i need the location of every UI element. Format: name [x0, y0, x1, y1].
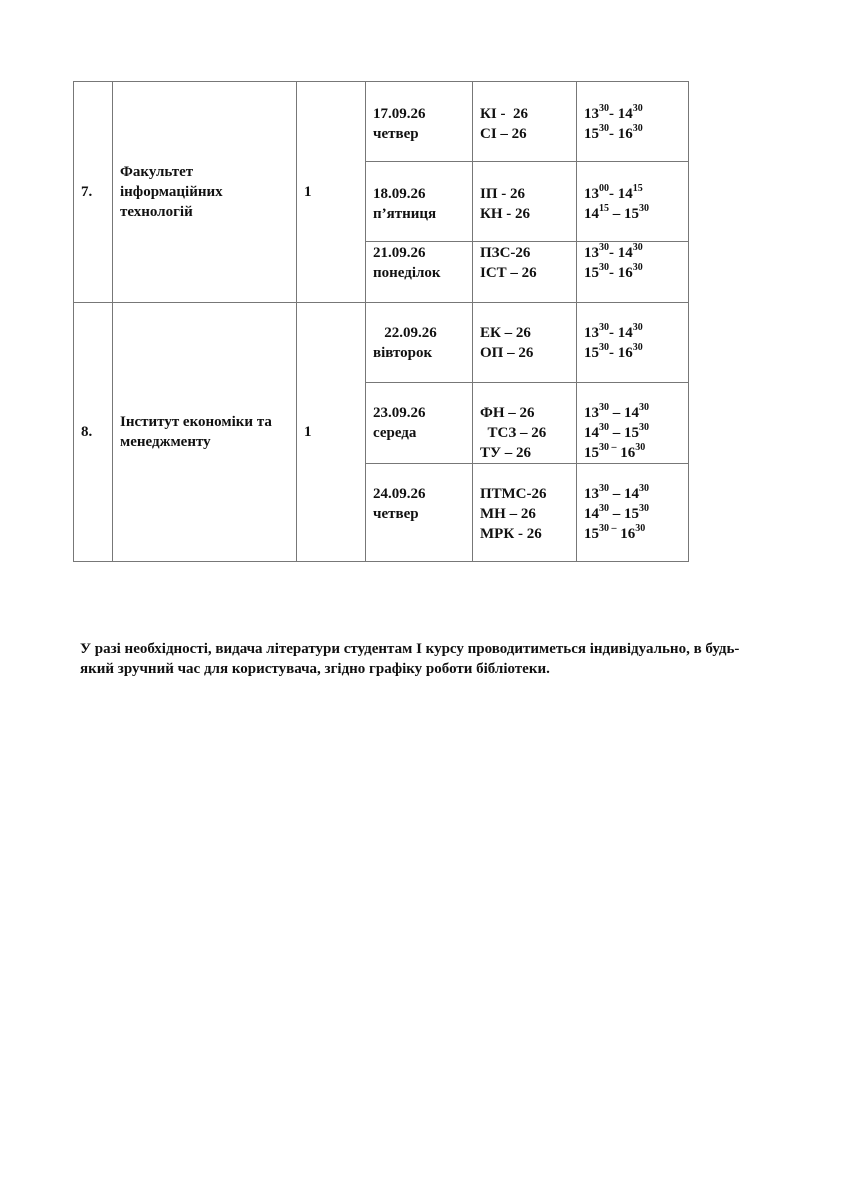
times-cell	[577, 383, 689, 464]
time-separator: -	[609, 265, 618, 281]
time-range	[584, 243, 688, 263]
time-minutes: 30	[632, 123, 643, 134]
time-minutes: 30 –	[599, 442, 617, 453]
date-text: 23.09.26	[373, 405, 426, 421]
time-hours: 14	[584, 425, 599, 441]
groups-cell	[473, 303, 577, 383]
time-hours: 16	[617, 126, 633, 142]
group-code: МН – 26	[480, 506, 536, 522]
time-hours: 15	[624, 425, 639, 441]
weekday-text: середа	[373, 425, 417, 441]
time-minutes: 30	[635, 442, 646, 453]
time-range	[584, 484, 688, 504]
time-hours: 13	[584, 186, 599, 202]
faculty-name-line: менеджменту	[120, 434, 211, 450]
row-number: 7.	[74, 82, 113, 303]
time-minutes: 30	[639, 402, 649, 413]
time-range	[584, 403, 688, 423]
time-minutes: 30	[632, 103, 643, 114]
group-code: МРК - 26	[480, 526, 542, 542]
faculty-name-line: інформаційних	[120, 184, 223, 200]
time-hours: 15	[584, 445, 599, 461]
time-minutes: 30	[599, 503, 609, 514]
times-cell	[577, 303, 689, 383]
time-minutes: 30	[632, 322, 643, 333]
time-hours: 14	[624, 486, 639, 502]
time-separator: -	[609, 325, 618, 341]
schedule-row	[74, 82, 689, 162]
time-minutes: 15	[599, 203, 609, 214]
time-minutes: 30	[599, 342, 609, 353]
time-range	[584, 184, 688, 204]
weekday-text: понеділок	[373, 265, 441, 281]
weekday-text: п’ятниця	[373, 206, 437, 222]
time-hours: 14	[584, 206, 599, 222]
date-text: 17.09.26	[373, 106, 426, 122]
time-range	[584, 504, 688, 524]
time-hours: 15	[624, 206, 639, 222]
group-code: СІ – 26	[480, 126, 527, 142]
time-minutes: 00	[599, 183, 609, 194]
time-minutes: 30	[639, 503, 649, 514]
time-hours: 16	[617, 265, 633, 281]
weekday-text: четвер	[373, 506, 419, 522]
time-minutes: 30	[599, 262, 609, 273]
date-cell	[366, 303, 473, 383]
group-code: КН - 26	[480, 206, 531, 222]
time-hours: 13	[584, 486, 599, 502]
time-range	[584, 443, 688, 463]
times-cell	[577, 464, 689, 562]
row-number: 8.	[74, 303, 113, 562]
time-minutes: 30	[599, 483, 609, 494]
times-cell	[577, 242, 689, 303]
weekday-text: вівторок	[373, 345, 433, 361]
date-text: 18.09.26	[373, 186, 426, 202]
group-code: ІП - 26	[480, 186, 525, 202]
time-hours: 13	[584, 245, 599, 261]
groups-cell	[473, 162, 577, 242]
time-hours: 15	[584, 126, 599, 142]
schedule-body	[74, 82, 689, 562]
time-hours: 16	[620, 445, 636, 461]
time-range	[584, 104, 688, 124]
time-range	[584, 263, 688, 283]
time-hours: 13	[584, 405, 599, 421]
groups-cell	[473, 242, 577, 303]
faculty-name-line: технологій	[120, 204, 193, 220]
groups-cell	[473, 383, 577, 464]
time-range	[584, 343, 688, 363]
date-cell	[366, 82, 473, 162]
time-minutes: 30	[632, 242, 643, 253]
times-cell	[577, 82, 689, 162]
time-minutes: 30	[599, 402, 609, 413]
group-code: КІ - 26	[480, 106, 528, 122]
group-code: ІСТ – 26	[480, 265, 537, 281]
time-separator: -	[609, 245, 618, 261]
time-minutes: 30	[639, 483, 649, 494]
faculty-name	[113, 82, 297, 303]
time-range	[584, 323, 688, 343]
time-separator: -	[609, 106, 618, 122]
time-minutes: 30	[599, 422, 609, 433]
faculty-name	[113, 303, 297, 562]
schedule-row	[74, 303, 689, 383]
time-minutes: 30	[639, 203, 649, 214]
time-separator: –	[609, 486, 624, 502]
time-separator: -	[609, 186, 618, 202]
groups-cell	[473, 82, 577, 162]
time-hours: 14	[617, 106, 633, 122]
date-cell	[366, 162, 473, 242]
date-text: 22.09.26	[373, 325, 437, 341]
time-hours: 14	[624, 405, 639, 421]
time-hours: 15	[584, 345, 599, 361]
time-hours: 15	[624, 506, 639, 522]
time-hours: 14	[617, 186, 633, 202]
group-code: ПЗС-26	[480, 245, 531, 261]
course-number: 1	[297, 82, 366, 303]
time-separator: -	[609, 345, 618, 361]
date-cell	[366, 464, 473, 562]
group-code: ЕК – 26	[480, 325, 531, 341]
date-text: 21.09.26	[373, 245, 426, 261]
group-code: ТУ – 26	[480, 445, 532, 461]
time-hours: 14	[617, 245, 633, 261]
time-hours: 15	[584, 526, 599, 542]
time-hours: 13	[584, 325, 599, 341]
time-hours: 14	[617, 325, 633, 341]
course-number: 1	[297, 303, 366, 562]
group-code: ФН – 26	[480, 405, 535, 421]
time-minutes: 30	[639, 422, 649, 433]
time-separator: -	[609, 126, 618, 142]
time-minutes: 30	[599, 242, 609, 253]
time-minutes: 30	[632, 262, 643, 273]
time-minutes: 30 –	[599, 523, 617, 534]
time-minutes: 30	[599, 322, 609, 333]
date-cell	[366, 383, 473, 464]
time-range	[584, 524, 688, 544]
time-hours: 16	[620, 526, 636, 542]
time-separator: –	[609, 425, 624, 441]
time-separator: –	[609, 405, 624, 421]
time-hours: 16	[617, 345, 633, 361]
library-schedule-table	[73, 81, 689, 562]
faculty-name-line: Факультет	[120, 164, 194, 180]
time-separator: –	[609, 206, 624, 222]
time-hours: 13	[584, 106, 599, 122]
time-range	[584, 124, 688, 144]
note-paragraph: У разі необхідності, видача літератури студентам І курсу проводитиметься індивідуально, в будь-який зручний час для користувача, згідно графіку роботи бібліотеки.	[80, 641, 740, 677]
time-separator: –	[609, 506, 624, 522]
time-minutes: 30	[599, 123, 609, 134]
time-minutes: 30	[632, 342, 643, 353]
time-minutes: 30	[599, 103, 609, 114]
time-hours: 14	[584, 506, 599, 522]
time-range	[584, 204, 688, 224]
time-range	[584, 423, 688, 443]
times-cell	[577, 162, 689, 242]
time-minutes: 30	[635, 523, 646, 534]
groups-cell	[473, 464, 577, 562]
date-text: 24.09.26	[373, 486, 426, 502]
date-cell	[366, 242, 473, 303]
group-code: ОП – 26	[480, 345, 534, 361]
faculty-name-line: Інститут економіки та	[120, 414, 272, 430]
time-minutes: 15	[632, 183, 643, 194]
time-hours: 15	[584, 265, 599, 281]
weekday-text: четвер	[373, 126, 419, 142]
group-code: ПТМС-26	[480, 486, 547, 502]
group-code: ТСЗ – 26	[480, 425, 547, 441]
